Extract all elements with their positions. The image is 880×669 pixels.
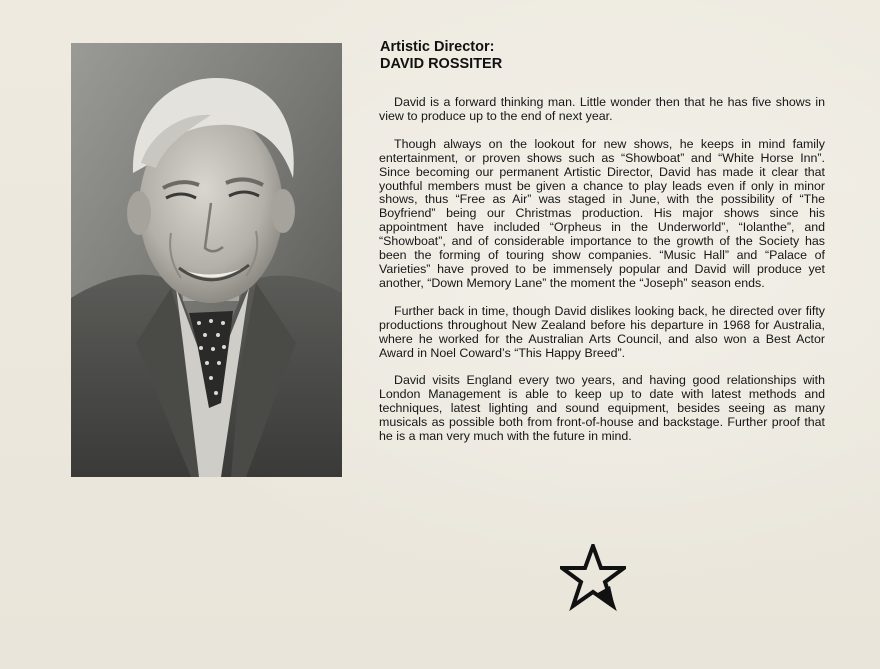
paragraph: David visits England every two years, and having good relationships with London Management is able to keep up to date with latest methods and techniques, latest lighting and sound equipment, besides seeing as many musicals as possible both from front-of-house and backstage. Further proof that he is a man very much with the future in mind.: [379, 373, 825, 444]
article-body: [379, 96, 825, 458]
paragraph: Though always on the lookout for new shows, he keeps in mind family entertainment, or proven shows such as “Showboat” and “White Horse Inn”. Since becoming our permanent Artistic Director, David has made it clear that youthful members must be given a chance to play leads even if only in minor shows, thus “Free as Air” was staged in June, with the possibility of “The Boyfriend” being our Christmas production. His major shows since his appointment have included “Orpheus in the Underworld”, “Iolanthe”, and “Showboat”, and of considerable importance to the growth of the Society has been the forming of touring show companies. “Music Hall” and “Palace of Varieties” have proved to be immensely popular and David will produce yet another, “Down Memory Lane” the moment the “Joseph” season ends.: [379, 136, 825, 290]
portrait-photo: [71, 43, 342, 477]
role-title: Artistic Director:: [380, 39, 495, 55]
star-icon: [560, 544, 626, 612]
paragraph: David is a forward thinking man. Little wonder then that he has five shows in view to produce up to the end of next year.: [379, 95, 825, 123]
paragraph: Further back in time, though David dislikes looking back, he directed over fifty productions throughout New Zealand before his departure in 1968 for Australia, where he worked for the Australian Arts Council, and also won a Best Actor Award in Noel Coward’s “This Happy Breed”.: [379, 303, 825, 360]
heading: [380, 39, 502, 73]
person-name: DAVID ROSSITER: [380, 56, 503, 72]
